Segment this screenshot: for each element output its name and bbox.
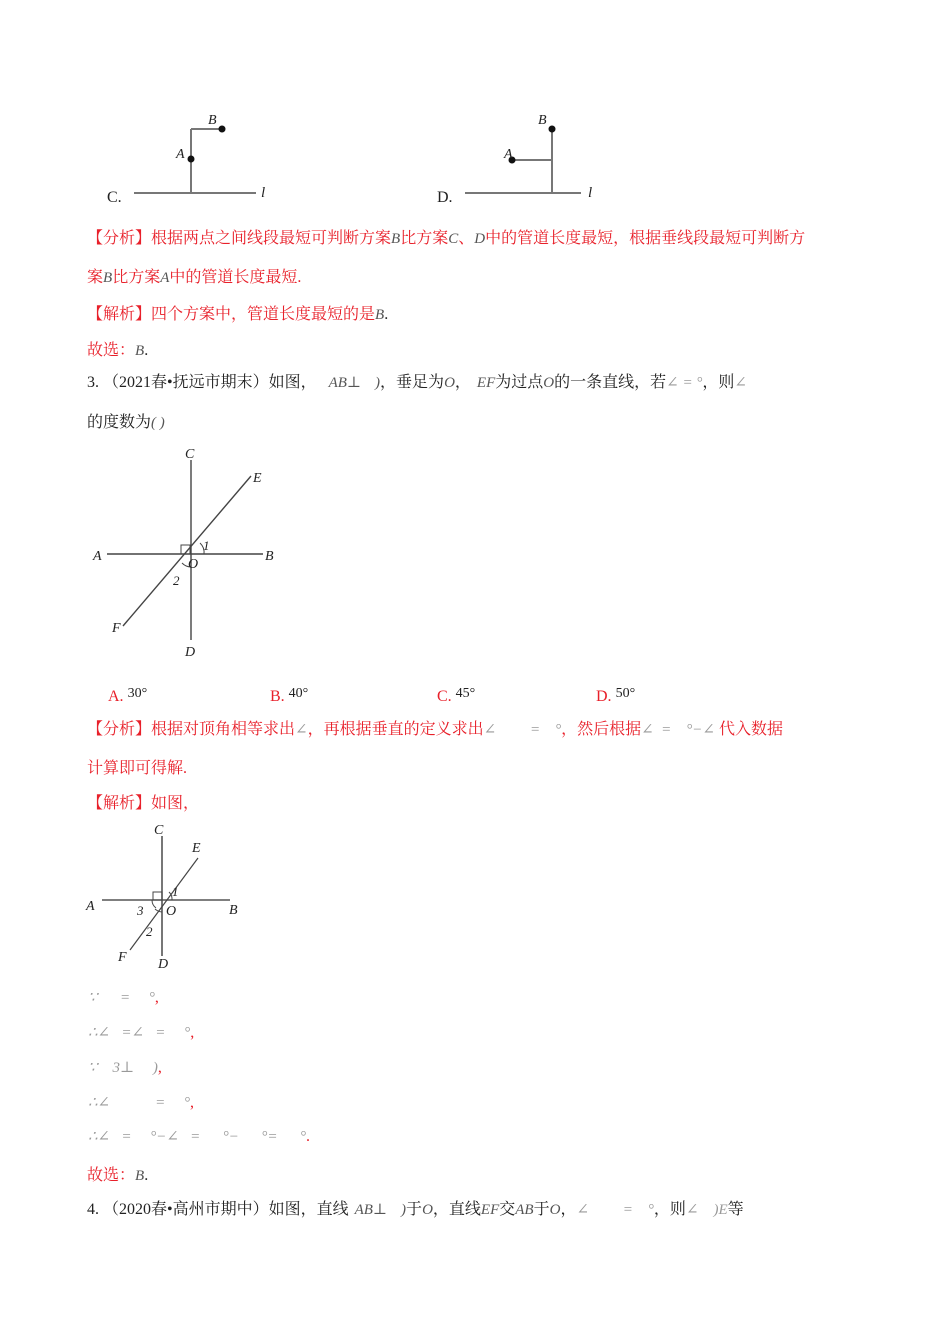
q3-choice-d[interactable]: D. 50°	[596, 686, 636, 705]
option-c-label: C.	[107, 189, 122, 206]
q2-solution: 【解析】四个方案中，管道长度最短的是B.	[87, 306, 389, 323]
svg-text:2: 2	[173, 573, 180, 588]
q3-solution: 【解析】如图，	[87, 795, 200, 812]
question-number: 4.	[87, 1201, 99, 1218]
svg-text:F: F	[112, 621, 121, 636]
q2-analysis-line2: 案B比方案A中的管道长度最短.	[87, 269, 302, 286]
svg-text:D: D	[185, 645, 196, 660]
q3-step-4: ∴∠ = °,	[88, 1094, 194, 1111]
svg-text:D: D	[158, 957, 169, 972]
svg-text:B: B	[538, 113, 547, 128]
option-d-figure	[460, 108, 610, 203]
analysis-tag: 【分析】	[87, 721, 152, 738]
q3-figure	[85, 442, 295, 667]
q3-stem-line1: 3. （2021春•抚远市期末）如图， AB⊥ )，垂足为O， EF为过点O的一条直线，若∠ = °，则∠	[87, 374, 747, 391]
q3-step-5: ∴∠ = °−∠ = °− °= °.	[88, 1128, 311, 1145]
svg-text:E: E	[192, 841, 201, 856]
svg-text:l: l	[588, 185, 593, 201]
q3-analysis-line1: 【分析】根据对顶角相等求出∠，再根据垂直的定义求出∠ = °，然后根据∠ = °−∠ 代入数据	[87, 721, 783, 738]
svg-text:1: 1	[203, 538, 210, 553]
q3-step-2: ∴∠ =∠ = °,	[88, 1024, 195, 1041]
svg-text:O: O	[166, 904, 177, 919]
svg-text:3: 3	[137, 903, 144, 918]
solution-tag: 【解析】	[87, 306, 152, 323]
svg-text:O: O	[188, 557, 199, 572]
svg-text:A: A	[93, 549, 102, 564]
svg-text:C: C	[185, 447, 195, 462]
svg-text:C: C	[154, 823, 164, 838]
answer-blank: ( )	[151, 415, 165, 431]
svg-text:B: B	[265, 549, 274, 564]
q3-choice-a[interactable]: A. 30°	[108, 686, 148, 705]
solution-tag: 【解析】	[87, 795, 152, 812]
option-d-label: D.	[437, 189, 453, 206]
q2-answer: 故选：B.	[87, 342, 149, 359]
q3-choice-b[interactable]: B. 40°	[270, 686, 309, 705]
q3-stem-line2: 的度数为( )	[87, 414, 165, 431]
svg-text:A: A	[176, 147, 185, 162]
svg-text:l: l	[261, 185, 266, 201]
q3-step-1: ∵ = °,	[88, 989, 159, 1006]
q3-choice-c[interactable]: C. 45°	[437, 686, 476, 705]
svg-text:F: F	[118, 950, 127, 965]
q3-solution-figure	[82, 818, 252, 973]
q3-answer: 故选：B.	[87, 1167, 149, 1184]
analysis-tag: 【分析】	[87, 230, 152, 247]
q4-stem-line1: 4. （2020春•高州市期中）如图，直线 AB⊥ )于O，直线EF交AB于O，∠ = °，则∠ )E等	[87, 1201, 744, 1218]
svg-text:A: A	[504, 147, 513, 162]
svg-text:E: E	[253, 471, 262, 486]
q3-step-3: ∵ 3⊥ ),	[88, 1059, 162, 1076]
question-number: 3.	[87, 374, 99, 391]
svg-text:2: 2	[146, 924, 153, 939]
svg-text:B: B	[208, 113, 217, 128]
svg-text:1: 1	[172, 884, 179, 899]
q2-analysis-line1: 【分析】根据两点之间线段最短可判断方案B比方案C、D中的管道长度最短，根据垂线段最短可判断方	[87, 230, 806, 247]
q3-analysis-line2: 计算即可得解.	[87, 760, 188, 777]
svg-text:B: B	[229, 903, 238, 918]
svg-text:A: A	[86, 899, 95, 914]
option-c-figure	[130, 108, 280, 203]
